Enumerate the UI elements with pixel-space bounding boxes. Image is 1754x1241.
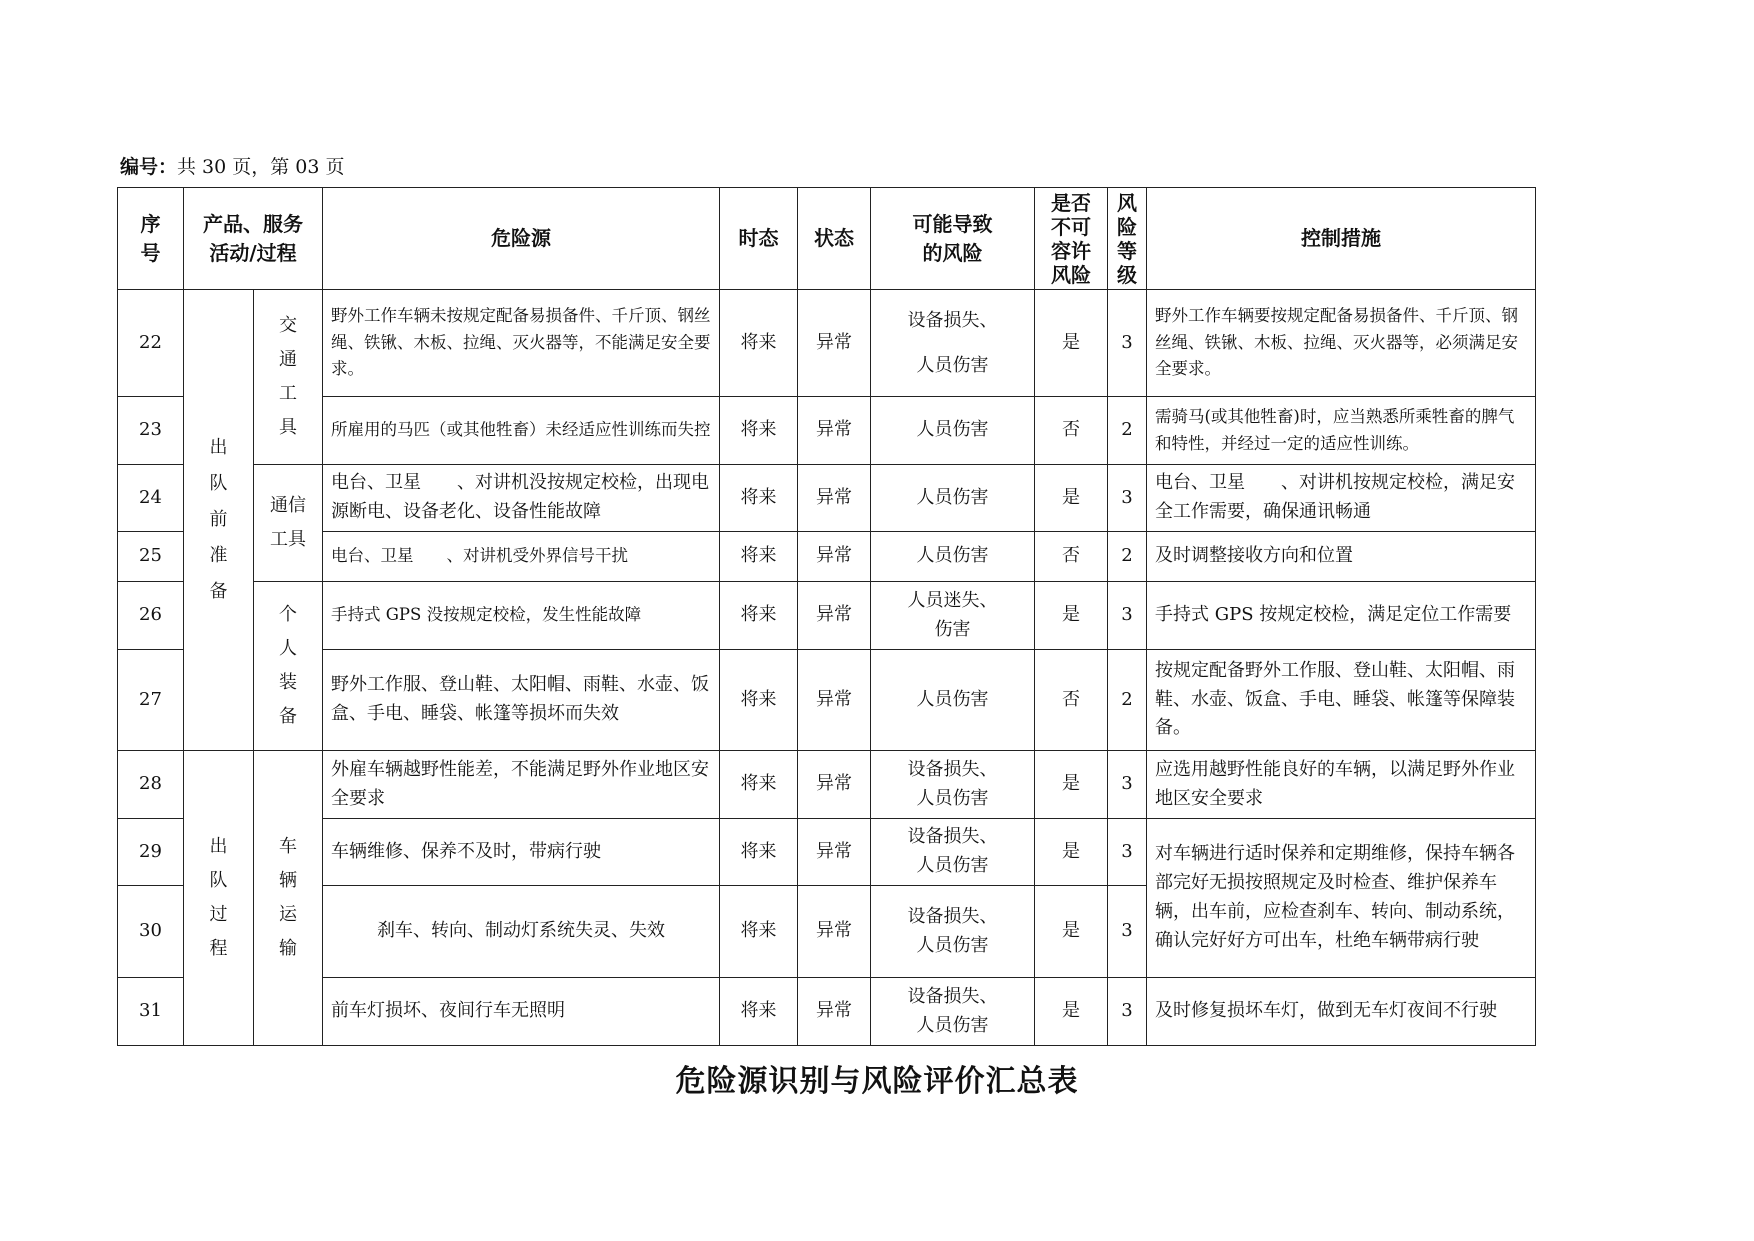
row-risk: 人员伤害 xyxy=(871,532,1035,582)
row-control: 按规定配备野外工作服、登山鞋、太阳帽、雨鞋、水壶、饭盒、手电、睡袋、帐篷等保障装备。 xyxy=(1147,650,1536,751)
row-seq: 29 xyxy=(118,819,184,886)
row-state: 异常 xyxy=(798,582,871,650)
header-activity: 产品、服务活动/过程 xyxy=(184,188,323,290)
table-row xyxy=(118,532,1536,582)
row-tense: 将来 xyxy=(720,751,798,819)
row-state: 异常 xyxy=(798,751,871,819)
table-row xyxy=(118,978,1536,1046)
row-hazard: 前车灯损坏、夜间行车无照明 xyxy=(323,978,720,1046)
table-row xyxy=(118,397,1536,465)
row-control: 对车辆进行适时保养和定期维修，保持车辆各部完好无损按照规定及时检查、维护保养车辆，出车前，应检查刹车、转向、制动系统，确认完好好方可出车，杜绝车辆带病行驶 xyxy=(1147,819,1536,978)
row-state: 异常 xyxy=(798,886,871,978)
row-risk: 设备损失、人员伤害 xyxy=(871,978,1035,1046)
group-pre-departure: 出队前准备 xyxy=(184,290,254,751)
row-hazard: 刹车、转向、制动灯系统失灵、失效 xyxy=(323,886,720,978)
row-level: 3 xyxy=(1108,290,1147,397)
row-risk: 设备损失、人员伤害 xyxy=(871,751,1035,819)
header-intolerable: 是否不可容许风险 xyxy=(1035,188,1108,290)
row-seq: 31 xyxy=(118,978,184,1046)
table-row xyxy=(118,819,1536,886)
row-state: 异常 xyxy=(798,465,871,532)
row-state: 异常 xyxy=(798,978,871,1046)
row-intolerable: 否 xyxy=(1035,397,1108,465)
row-level: 2 xyxy=(1108,397,1147,465)
row-level: 3 xyxy=(1108,886,1147,978)
row-seq: 22 xyxy=(118,290,184,397)
row-control: 及时修复损坏车灯，做到无车灯夜间不行驶 xyxy=(1147,978,1536,1046)
row-seq: 26 xyxy=(118,582,184,650)
row-tense: 将来 xyxy=(720,650,798,751)
header-state: 状态 xyxy=(798,188,871,290)
row-seq: 27 xyxy=(118,650,184,751)
table-row xyxy=(118,751,1536,819)
row-tense: 将来 xyxy=(720,532,798,582)
document-number-value: 共 30 页，第 03 页 xyxy=(177,156,345,178)
row-intolerable: 是 xyxy=(1035,290,1108,397)
row-hazard: 手持式 GPS 没按规定校检，发生性能故障 xyxy=(323,582,720,650)
row-control: 需骑马(或其他牲畜)时，应当熟悉所乘牲畜的脾气和特性，并经过一定的适应性训练。 xyxy=(1147,397,1536,465)
header-risk: 可能导致的风险 xyxy=(871,188,1035,290)
table-row xyxy=(118,465,1536,532)
row-seq: 28 xyxy=(118,751,184,819)
row-risk: 设备损失、人员伤害 xyxy=(871,886,1035,978)
row-level: 2 xyxy=(1108,650,1147,751)
header-level: 风险等级 xyxy=(1108,188,1147,290)
row-risk: 人员伤害 xyxy=(871,650,1035,751)
row-seq: 24 xyxy=(118,465,184,532)
row-hazard: 电台、卫星 、对讲机没按规定校检，出现电源断电、设备老化、设备性能故障 xyxy=(323,465,720,532)
row-risk: 人员伤害 xyxy=(871,397,1035,465)
row-level: 3 xyxy=(1108,582,1147,650)
row-control: 电台、卫星 、对讲机按规定校检，满足安全工作需要，确保通讯畅通 xyxy=(1147,465,1536,532)
row-level: 3 xyxy=(1108,751,1147,819)
table-row xyxy=(118,290,1536,397)
header-row xyxy=(118,188,1536,290)
group-departure-process: 出队过程 xyxy=(184,751,254,1046)
row-intolerable: 是 xyxy=(1035,465,1108,532)
row-seq: 23 xyxy=(118,397,184,465)
row-tense: 将来 xyxy=(720,582,798,650)
subgroup-gear: 个人装备 xyxy=(254,582,323,751)
row-level: 3 xyxy=(1108,978,1147,1046)
row-tense: 将来 xyxy=(720,886,798,978)
row-intolerable: 否 xyxy=(1035,532,1108,582)
row-seq: 25 xyxy=(118,532,184,582)
row-state: 异常 xyxy=(798,650,871,751)
row-seq: 30 xyxy=(118,886,184,978)
table-row xyxy=(118,650,1536,751)
row-tense: 将来 xyxy=(720,978,798,1046)
row-intolerable: 是 xyxy=(1035,886,1108,978)
row-level: 2 xyxy=(1108,532,1147,582)
row-hazard: 车辆维修、保养不及时，带病行驶 xyxy=(323,819,720,886)
row-hazard: 野外工作服、登山鞋、太阳帽、雨鞋、水壶、饭盒、手电、睡袋、帐篷等损坏而失效 xyxy=(323,650,720,751)
row-state: 异常 xyxy=(798,819,871,886)
row-hazard: 外雇车辆越野性能差，不能满足野外作业地区安全要求 xyxy=(323,751,720,819)
row-hazard: 所雇用的马匹（或其他牲畜）未经适应性训练而失控 xyxy=(323,397,720,465)
row-risk: 设备损失、人员伤害 xyxy=(871,819,1035,886)
page-title: 危险源识别与风险评价汇总表 xyxy=(675,1064,1079,1099)
row-state: 异常 xyxy=(798,397,871,465)
table-row xyxy=(118,582,1536,650)
document-number-label: 编号： xyxy=(120,156,178,178)
risk-assessment-table xyxy=(117,187,1536,1046)
row-intolerable: 是 xyxy=(1035,751,1108,819)
header-tense: 时态 xyxy=(720,188,798,290)
row-risk: 设备损失、人员伤害 xyxy=(871,290,1035,397)
subgroup-comm: 通信工具 xyxy=(254,465,323,582)
subgroup-vehicle: 车辆运输 xyxy=(254,751,323,1046)
row-control: 应选用越野性能良好的车辆，以满足野外作业地区安全要求 xyxy=(1147,751,1536,819)
row-level: 3 xyxy=(1108,819,1147,886)
row-risk: 人员迷失、伤害 xyxy=(871,582,1035,650)
row-hazard: 电台、卫星 、对讲机受外界信号干扰 xyxy=(323,532,720,582)
row-control: 手持式 GPS 按规定校检，满足定位工作需要 xyxy=(1147,582,1536,650)
row-intolerable: 否 xyxy=(1035,650,1108,751)
row-tense: 将来 xyxy=(720,290,798,397)
row-level: 3 xyxy=(1108,465,1147,532)
row-state: 异常 xyxy=(798,290,871,397)
row-tense: 将来 xyxy=(720,397,798,465)
row-control: 及时调整接收方向和位置 xyxy=(1147,532,1536,582)
header-seq: 序号 xyxy=(118,188,184,290)
row-control: 野外工作车辆要按规定配备易损备件、千斤顶、钢丝绳、铁锹、木板、拉绳、灭火器等，必须满足安全要求。 xyxy=(1147,290,1536,397)
subgroup-traffic: 交通工具 xyxy=(254,290,323,465)
row-hazard: 野外工作车辆未按规定配备易损备件、千斤顶、钢丝绳、铁锹、木板、拉绳、灭火器等，不能满足安全要求。 xyxy=(323,290,720,397)
header-control: 控制措施 xyxy=(1147,188,1536,290)
header-hazard: 危险源 xyxy=(323,188,720,290)
row-intolerable: 是 xyxy=(1035,978,1108,1046)
row-risk: 人员伤害 xyxy=(871,465,1035,532)
row-state: 异常 xyxy=(798,532,871,582)
row-tense: 将来 xyxy=(720,819,798,886)
document-number xyxy=(120,152,345,179)
row-intolerable: 是 xyxy=(1035,582,1108,650)
row-intolerable: 是 xyxy=(1035,819,1108,886)
row-tense: 将来 xyxy=(720,465,798,532)
